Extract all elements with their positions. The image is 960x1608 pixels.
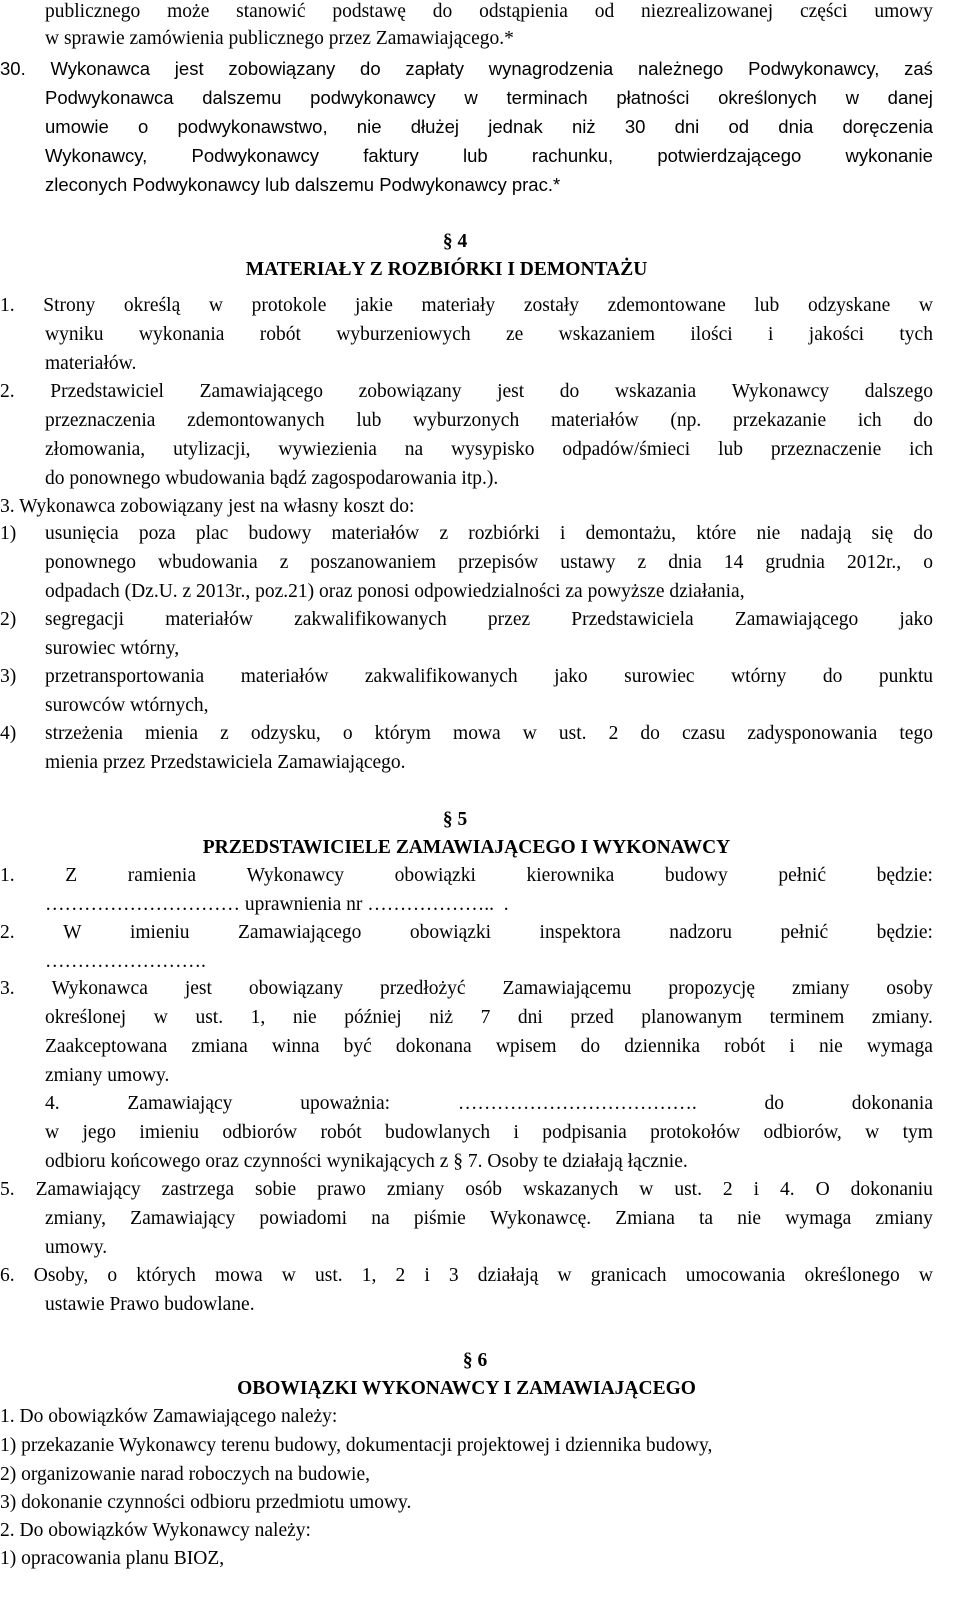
section-title: PRZEDSTAWICIELE ZAMAWIAJĄCEGO I WYKONAWCY: [202, 837, 731, 858]
paragraph-line: ustawie Prawo budowlane.: [45, 1294, 255, 1315]
paragraph-line: 2. W imieniu Zamawiającego obowiązki inspektora nadzoru pełnić będzie:: [0, 922, 933, 943]
paragraph-line: 3. Wykonawca jest obowiązany przedłożyć Zamawiającemu propozycję zmiany osoby: [0, 978, 933, 999]
section-title: MATERIAŁY Z ROZBIÓRKI I DEMONTAŻU: [245, 259, 648, 280]
list-item: strzeżenia mienia z odzysku, o którym mowa w ust. 2 do czasu zadysponowania tego: [45, 723, 933, 744]
paragraph-line: odbioru końcowego oraz czynności wynikających z § 7. Osoby te działają łącznie.: [45, 1151, 688, 1172]
paragraph-line: 5. Zamawiający zastrzega sobie prawo zmiany osób wskazanych w ust. 2 i 4. O dokonaniu: [0, 1179, 933, 1200]
paragraph-line: 6. Osoby, o których mowa w ust. 1, 2 i 3 działają w granicach umocowania określonego w: [0, 1265, 933, 1286]
list-number: 1): [0, 523, 17, 544]
paragraph-line: 1. Strony określą w protokole jakie materiały zostały zdemontowane lub odzyskane w: [0, 295, 933, 316]
paragraph-line: 1. Do obowiązków Zamawiającego należy:: [0, 1406, 338, 1427]
paragraph-line: zmiany, Zamawiający powiadomi na piśmie Wykonawcę. Zmiana ta nie wymaga zmiany: [45, 1208, 933, 1229]
section-number: § 6: [462, 1350, 488, 1371]
paragraph-line: zleconych Podwykonawcy lub dalszemu Podwykonawcy prac.*: [45, 174, 561, 195]
list-item: mienia przez Przedstawiciela Zamawiającego.: [45, 752, 406, 773]
section-number: § 4: [442, 231, 468, 252]
paragraph-line: ………………………… uprawnienia nr ……………….. .: [45, 894, 509, 915]
list-item: 1) przekazanie Wykonawcy terenu budowy, dokumentacji projektowej i dziennika budowy,: [0, 1435, 713, 1456]
list-item: 1) opracowania planu BIOZ,: [0, 1548, 225, 1569]
list-item: odpadach (Dz.U. z 2013r., poz.21) oraz ponosi odpowiedzialności za powyższe działania,: [45, 581, 745, 602]
list-item: 3) dokonanie czynności odbioru przedmiotu umowy.: [0, 1492, 412, 1513]
list-item: surowiec wtórny,: [45, 638, 180, 659]
paragraph-line: do ponownego wbudowania bądź zagospodarowania itp.).: [45, 468, 499, 489]
section-number: § 5: [442, 809, 468, 830]
paragraph-line: 4. Zamawiający upoważnia: ………………………………. do dokonania: [45, 1093, 933, 1114]
list-item: surowców wtórnych,: [45, 695, 209, 716]
paragraph-line: publicznego może stanowić podstawę do odstąpienia od niezrealizowanej części umowy: [45, 1, 933, 22]
list-number: 4): [0, 723, 17, 744]
list-number: 3): [0, 666, 17, 687]
list-number: 2): [0, 609, 17, 630]
paragraph-line: materiałów.: [45, 353, 137, 374]
paragraph-line: Zaakceptowana zmiana winna być dokonana wpisem do dziennika robót i nie wymaga: [45, 1036, 933, 1057]
paragraph-line: 3. Wykonawca zobowiązany jest na własny koszt do:: [0, 496, 415, 517]
paragraph-line: przeznaczenia zdemontowanych lub wyburzonych materiałów (np. przekazanie ich do: [45, 410, 933, 431]
paragraph-line: złomowania, utylizacji, wywiezienia na wysypisko odpadów/śmieci lub przeznaczenie ich: [45, 439, 933, 460]
paragraph-line: Podwykonawca dalszemu podwykonawcy w terminach płatności określonych w danej: [45, 87, 933, 108]
paragraph-line: umowie o podwykonawstwo, nie dłużej jednak niż 30 dni od dnia doręczenia: [45, 116, 933, 137]
paragraph-line: wyniku wykonania robót wyburzeniowych ze wskazaniem ilości i jakości tych: [45, 324, 933, 345]
paragraph-line: umowy.: [45, 1237, 108, 1258]
paragraph-line: 2. Do obowiązków Wykonawcy należy:: [0, 1520, 311, 1541]
section-title: OBOWIĄZKI WYKONAWCY I ZAMAWIAJĄCEGO: [237, 1378, 696, 1399]
paragraph-line: 30. Wykonawca jest zobowiązany do zapłaty wynagrodzenia należnego Podwykonawcy, zaś: [0, 58, 933, 79]
list-item: 2) organizowanie narad roboczych na budowie,: [0, 1464, 370, 1485]
paragraph-line: w jego imieniu odbiorów robót budowlanych i podpisania protokołów odbiorów, w tym: [45, 1122, 933, 1143]
list-item: usunięcia poza plac budowy materiałów z rozbiórki i demontażu, które nie nadają się do: [45, 523, 933, 544]
paragraph-line: w sprawie zamówienia publicznego przez Zamawiającego.*: [45, 28, 514, 49]
list-item: ponownego wbudowania z poszanowaniem przepisów ustawy z dnia 14 grudnia 2012r., o: [45, 552, 933, 573]
list-item: przetransportowania materiałów zakwalifikowanych jako surowiec wtórny do punktu: [45, 666, 933, 687]
paragraph-line: 1. Z ramienia Wykonawcy obowiązki kierownika budowy pełnić będzie:: [0, 865, 933, 886]
paragraph-line: …………………….: [45, 951, 206, 972]
paragraph-line: 2. Przedstawiciel Zamawiającego zobowiązany jest do wskazania Wykonawcy dalszego: [0, 381, 933, 402]
list-item: segregacji materiałów zakwalifikowanych przez Przedstawiciela Zamawiającego jako: [45, 609, 933, 630]
paragraph-line: zmiany umowy.: [45, 1065, 170, 1086]
paragraph-line: Wykonawcy, Podwykonawcy faktury lub rachunku, potwierdzającego wykonanie: [45, 145, 933, 166]
paragraph-line: określonej w ust. 1, nie później niż 7 dni przed planowanym terminem zmiany.: [45, 1007, 933, 1028]
